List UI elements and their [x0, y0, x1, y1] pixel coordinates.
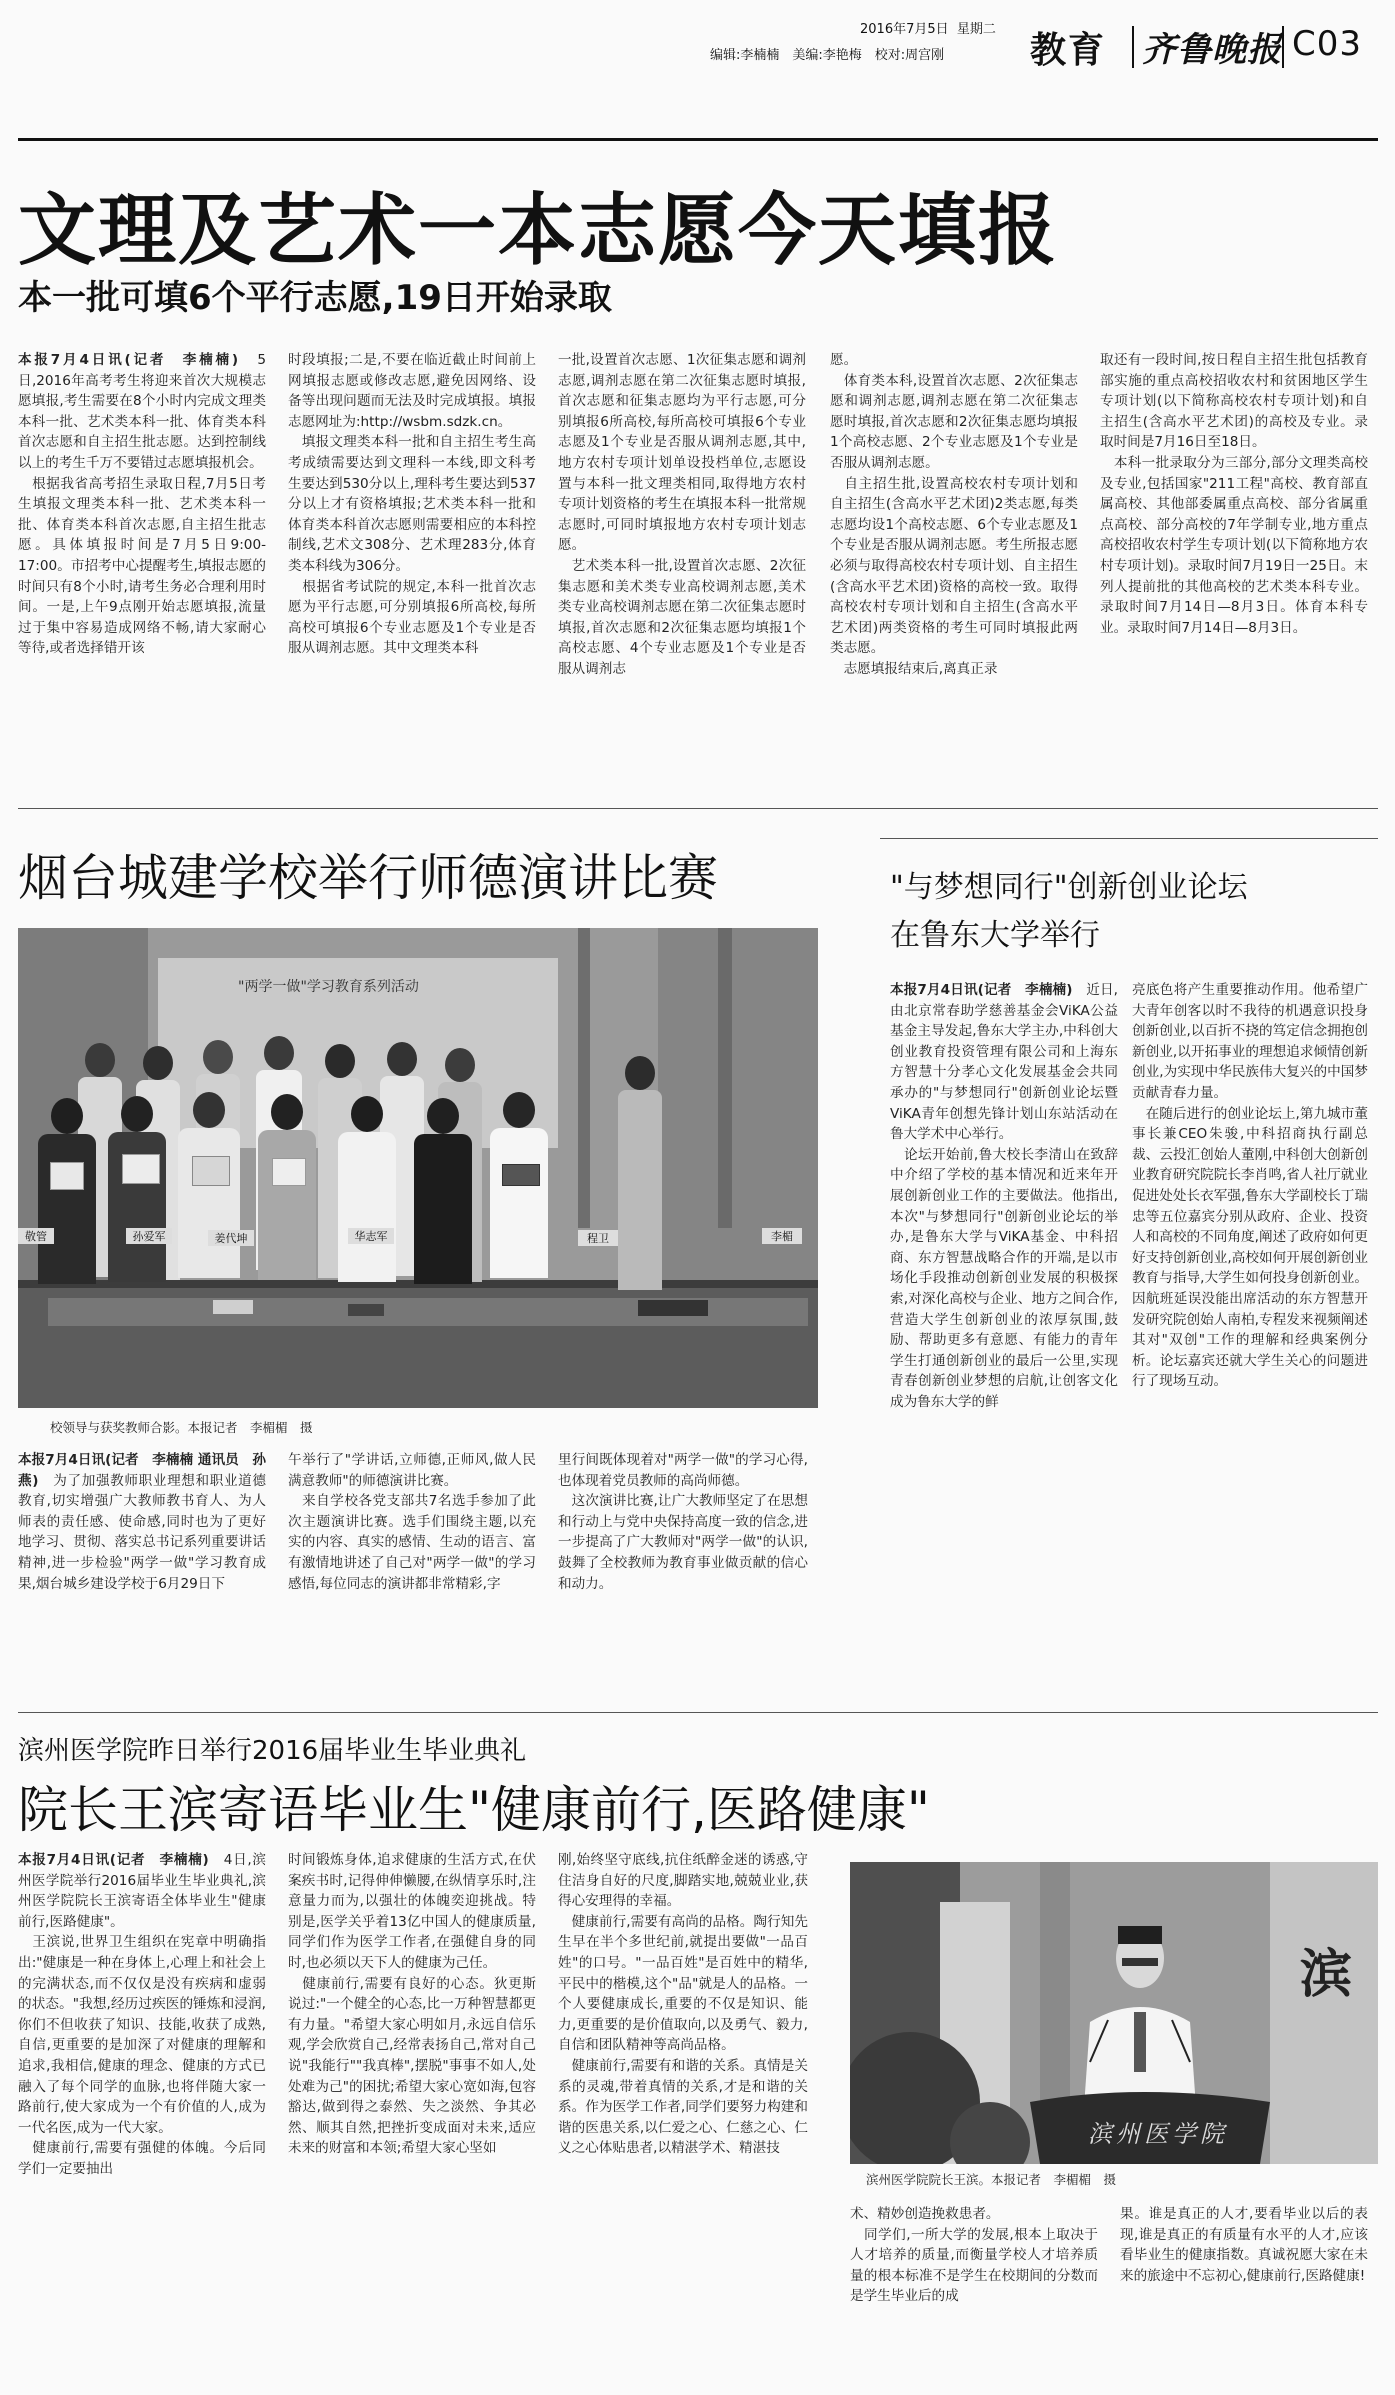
story1-headline: 文理及艺术一本志愿今天填报: [18, 185, 1059, 276]
story1-col5: 取还有一段时间,按日程自主招生批包括教育部实施的重点高校招收农村和贫困地区学生专项计划(以下简称高校农村专项计划)和自主招生(含高水平艺术团)的高校及专业。录取时间是7月16日至18日。 本科一批录取分为三部分,部分文理类高校及专业,包括国家"211工程"高校、教育部直属高校、其他部委属重点高校、部分省属重点高校、部分高校的7年学制专业,地方重点高校招收农村学生专项计划(以下简称地方农村专项计划)。录取时间7月19日一25日。末列人提前批的其他高校的艺术类本科专业。录取时间7月14日—8月3日。体育本科专业。录取时间7月14日—8月3日。: [1100, 352, 1368, 636]
story2-bottom-rule: [18, 1712, 1378, 1713]
story2-col2: 午举行了"学讲话,立师德,正师风,做人民满意教师"的师德演讲比赛。 来自学校各党支部共7名选手参加了此次主题演讲比赛。选手们围绕主题,以充实的内容、真实的感情、生动的语言、富有激情地讲述了自己对"两学一做"的学习感悟,每位同志的演讲都非常精彩,字: [288, 1452, 536, 1592]
story3-byline: 本报7月4日讯(记者 李楠楠): [890, 982, 1073, 998]
story2-byline: 本报7月4日讯(记者 李楠楠 通讯员 孙燕): [18, 1452, 266, 1489]
masthead: [0, 0, 1395, 80]
person-figure: [338, 1096, 396, 1286]
story4-col1: [18, 1850, 266, 2390]
weekday-text: 星期二: [956, 22, 996, 37]
person-figure: [490, 1092, 548, 1282]
certificate: [50, 1162, 84, 1190]
editor-credits: 编辑:李楠楠 美编:李艳梅 校对:周宫刚: [710, 48, 945, 63]
person-figure: [38, 1098, 96, 1288]
story4-col2: 时间锻炼身体,追求健康的生活方式,在伏案疾书时,记得伸伸懒腰,在纵情享乐时,注意量力而为,以强壮的体魄奕迎挑战。特别是,医学关乎着13亿中国人的健康质量,同学们作为医学工作者,在强健自身的同时,也必须以天下人的健康为己任。 健康前行,需要有良好的心态。狄更斯说过:"一个健全的心态,比一万种智慧都更有力量。"希望大家心明如月,永远自信乐观,学会欣赏自己,经常表扬自己,常对自己说"我能行""我真棒",摆脱"事事不如人,处处难为己"的困扰;希望大家心宽如海,包容豁达,做到得之泰然、失之淡然、争其必然、顺其自然,把挫折变成面对未来,适应未来的财富和本领;希望大家心坚如: [288, 1852, 536, 2157]
story1-bottom-rule: [18, 808, 1378, 809]
story4-col4: 术、精妙创造挽救患者。 同学们,一所大学的发展,根本上取决于人才培养的质量,而衡量学校人才培养质量的根本标准不是学生在校期间的分数而是学生毕业后的成: [850, 2206, 1098, 2305]
podium-text: 滨州医学院: [1088, 2120, 1228, 2148]
date-text: 2016年7月5日: [860, 22, 949, 37]
story2-col1: [18, 1450, 266, 1702]
name-card: 敬管: [18, 1228, 54, 1244]
photo-banner-text: "两学一做"学习教育系列活动: [238, 979, 419, 995]
story1-col4: 愿。 体育类本科,设置首次志愿、2次征集志愿和调剂志愿,调剂志愿在第二次征集志愿时填报,首次志愿和2次征集志愿均填报1个高校志愿、2个专业志愿及1个专业是否服从调剂志愿。 自主招生批,设置高校农村专项计划和自主招生(含高水平艺术团)2类志愿,每类志愿均设1个高校志愿、6个专业志愿及1个专业是否服从调剂志愿。考生所报志愿必须与取得高校农村专项计划、自主招生(含高水平艺术团)资格的高校一致。取得高校农村专项计划和自主招生(含高水平艺术团)两类资格的考生可同时填报此两类志愿。 志愿填报结束后,离真正录: [830, 352, 1078, 677]
name-card: 孙爱军: [126, 1228, 172, 1244]
story1-col1-text: 5日,2016年高考考生将迎来首次大规模志愿填报,考生需要在8个小时内完成文理类本科一批、艺术类本科一批、体育类本科首次志愿和自主招生批志愿。达到控制线以上的考生千万不要错过志愿填报机会。 根据我省高考招生录取日程,7月5日考生填报文理类本科一批、艺术类本科一批、体育类本科首次志愿,自主招生批志愿。具体填报时间是7月5日9:00-17:00。市招考中心提醒考生,填报志愿的时间只有8个小时,请考生务必合理利用时间。一是,上午9点刚开始志愿填报,流量过于集中容易造成网络不畅,请大家耐心等待,或者选择错开该: [18, 352, 266, 657]
story3-headline: "与梦想同行"创新创业论坛: [890, 870, 1248, 905]
issue-date: [860, 18, 996, 37]
story3-headline-line2: 在鲁东大学举行: [890, 918, 1100, 953]
story3-col1-text: 近日,由北京常春助学慈善基金会ViKA公益基金主导发起,鲁东大学主办,中科创大创业教育投资管理有限公司和上海东方智慧十分孝心文化发展基金会共同承办的"与梦想同行"创新创业论坛暨ViKA青年创想先锋计划山东站活动在鲁大学术中心举行。 论坛开始前,鲁大校长李清山在致辞中介绍了学校的基本情况和近来年开展创新创业工作的主要做法。他指出,本次"与梦想同行"创新创业论坛的举办,是鲁东大学与ViKA基金、中科招商、东方智慧战略合作的开端,是以市场化手段推动创新创业发展的积极探索,对深化高校与企业、地方之间合作,营造大学生创新创业的浓厚氛围,鼓励、帮助更多有意愿、有能力的青年学生打通创新创业的最后一公里,实现青春创新创业梦想的启航,让创客文化成为鲁东大学的鲜: [890, 982, 1118, 1410]
story2-col3: 里行间既体现着对"两学一做"的学习心得,也体现着党员教师的高尚师德。 这次演讲比赛,让广大教师坚定了在思想和行动上与党中央保持高度一致的信念,进一步提高了广大教师对"两学一做"的认识,鼓舞了全校教师为教育事业做贡献的信心和动力。: [558, 1452, 808, 1592]
story4-photo-caption: 滨州医学院院长王滨。本报记者 李楣楣 摄: [866, 2172, 1117, 2187]
person-figure: [258, 1094, 316, 1284]
story4-col1-text: 4日,滨州医学院举行2016届毕业生毕业典礼,滨州医学院院长王滨寄语全体毕业生"健康前行,医路健康"。 王滨说,世界卫生组织在宪章中明确指出:"健康是一种在身体上,心理上和社会上的完满状态,而不仅仅是没有疾病和虚弱的状态。"我想,经历过疾医的锤炼和浸润,你们不但收获了知识、技能,收获了成熟,自信,更重要的是加深了对健康的理解和追求,我相信,健康的理念、健康的方式已融入了每个同学的血脉,也将伴随大家一路前行,使大家成为一个有价值的人,成为一代名医,成为一代大家。 健康前行,需要有强健的体魄。今后同学们一定要抽出: [18, 1852, 266, 2177]
name-card: 华志军: [348, 1228, 394, 1244]
story4-headline: 院长王滨寄语毕业生"健康前行,医路健康": [18, 1781, 930, 1839]
story2-group-photo: [18, 928, 818, 1408]
story1-subheadline: 本一批可填6个平行志愿,19日开始录取: [18, 278, 612, 318]
name-card: 姜代坤: [208, 1230, 254, 1246]
story4-speaker-photo: [850, 1862, 1378, 2164]
masthead-rule: [18, 138, 1378, 141]
certificate: [272, 1158, 306, 1186]
story2-col1-text: 为了加强教师职业理想和职业道德教育,切实增强广大教师教书育人、为人师表的责任感、使命感,同时也为了更好地学习、贯彻、落实总书记系列重要讲话精神,进一步检验"两学一做"学习教育成果,烟台城乡建设学校于6月29日下: [18, 1472, 266, 1592]
certificate: [192, 1156, 230, 1186]
person-figure: [108, 1096, 166, 1286]
masthead-divider-2: [1282, 26, 1284, 68]
story4-col5: 果。谁是真正的人才,要看毕业以后的表现,谁是真正的有质量有水平的人才,应该看毕业生的健康指数。真诚祝愿大家在未来的旅途中不忘初心,健康前行,医路健康!: [1120, 2206, 1368, 2284]
story3-col2: 亮底色将产生重要推动作用。他希望广大青年创客以时不我待的机遇意识投身创新创业,以百折不挠的笃定信念拥抱创新创业,以开拓事业的理想追求倾情创新创业,为实现中华民族伟大复兴的中国梦贡献青春力量。 在随后进行的创业论坛上,第九城市董事长兼CEO朱骏,中科招商执行副总裁、云投汇创始人董刚,中科创大创新创业教育研究院院长李肖鸣,省人社厅就业促进处处长衣军强,鲁东大学副校长丁瑞忠等五位嘉宾分别从政府、企业、投资人和高校的不同角度,阐述了政府如何更好支持创新创业,高校如何开展创新创业教育与指导,大学生如何投身创新创业。因航班延误没能出席活动的东方智慧开发研究院创始人南柏,专程发来视频阐述其对"双创"工作的理解和经典案例分析。论坛嘉宾还就大学生关心的问题进行了现场互动。: [1132, 982, 1368, 1390]
story1-col2: 时段填报;二是,不要在临近截止时间前上网填报志愿或修改志愿,避免因网络、设备等出现问题而无法及时完成填报。填报志愿网址为:http://wsbm.sdzk.cn。 填报文理类本科一批和自主招生考生高考成绩需要达到文理科一本线,即文科考生要达到530分以上,理科考生要达到537分以上才有资格填报;艺术类本科一批和体育类本科首次志愿则需要相应的本科控制线,艺术文308分、艺术理283分,体育类本科线为306分。 根据省考试院的规定,本科一批首次志愿为平行志愿,可分别填报6所高校,每所高校可填报6个专业志愿及1个专业是否服从调剂志愿。其中文理类本科: [288, 352, 536, 657]
paper-logo: 齐鲁晚报: [1142, 30, 1282, 70]
story4-kicker: 滨州医学院昨日举行2016届毕业生毕业典礼: [18, 1736, 527, 1766]
name-card: 李楣: [762, 1228, 802, 1244]
story4-col3: 刚,始终坚守底线,抗住纸醉金迷的诱惑,守住洁身自好的尺度,脚踏实地,兢兢业业,获得心安理得的幸福。 健康前行,需要有高尚的品格。陶行知先生早在半个多世纪前,就提出要做"一品百姓"的口号。"一品百姓"是百姓中的精华,平民中的楷模,这个"品"就是人的品格。一个人要健康成长,重要的不仅是知识、能力,更重要的是价值取向,以及勇气、毅力,自信和团队精神等高尚品格。 健康前行,需要有和谐的关系。真情是关系的灵魂,带着真情的关系,才是和谐的关系。作为医学工作者,同学们要努力构建和谐的医患关系,以仁爱之心、仁慈之心、仁义之心体贴患者,以精湛学术、精湛技: [558, 1852, 808, 2157]
story2-photo-caption: 校领导与获奖教师合影。本报记者 李楣楣 摄: [50, 1420, 313, 1435]
masthead-divider-1: [1132, 26, 1134, 68]
story3-col1: [890, 980, 1118, 1680]
backdrop-text: 滨: [1300, 1945, 1353, 2005]
person-figure: [618, 1056, 662, 1296]
name-card: 程卫: [578, 1230, 618, 1246]
person-figure: [178, 1092, 240, 1282]
story2-headline: 烟台城建学校举行师德演讲比赛: [18, 849, 718, 907]
story4-byline: 本报7月4日讯(记者 李楠楠): [18, 1852, 209, 1868]
certificate: [122, 1154, 160, 1184]
section-name: 教育: [1030, 29, 1107, 71]
story1-byline: 本报7月4日讯(记者 李楠楠): [18, 352, 239, 368]
certificate: [502, 1164, 540, 1186]
person-figure: [414, 1098, 472, 1288]
story1-col3: 一批,设置首次志愿、1次征集志愿和调剂志愿,调剂志愿在第二次征集志愿时填报,首次志愿和征集志愿均为平行志愿,可分别填报6所高校,每所高校可填报6个专业志愿及1个专业是否服从调剂志愿,其中,地方农村专项计划单设投档单位,志愿设置与本科一批文理类相同,取得地方农村专项计划资格的考生在填报本科一批常规志愿时,可同时填报地方农村专项计划志愿。 艺术类本科一批,设置首次志愿、2次征集志愿和美术类专业高校调剂志愿,美术类专业高校调剂志愿在第二次征集志愿时填报,首次志愿和2次征集志愿均填报1个高校志愿、4个专业志愿及1个专业是否服从调剂志: [558, 352, 806, 677]
page-number: C03: [1292, 24, 1363, 64]
story3-top-rule: [880, 838, 1378, 839]
story1-col1: [18, 350, 266, 790]
